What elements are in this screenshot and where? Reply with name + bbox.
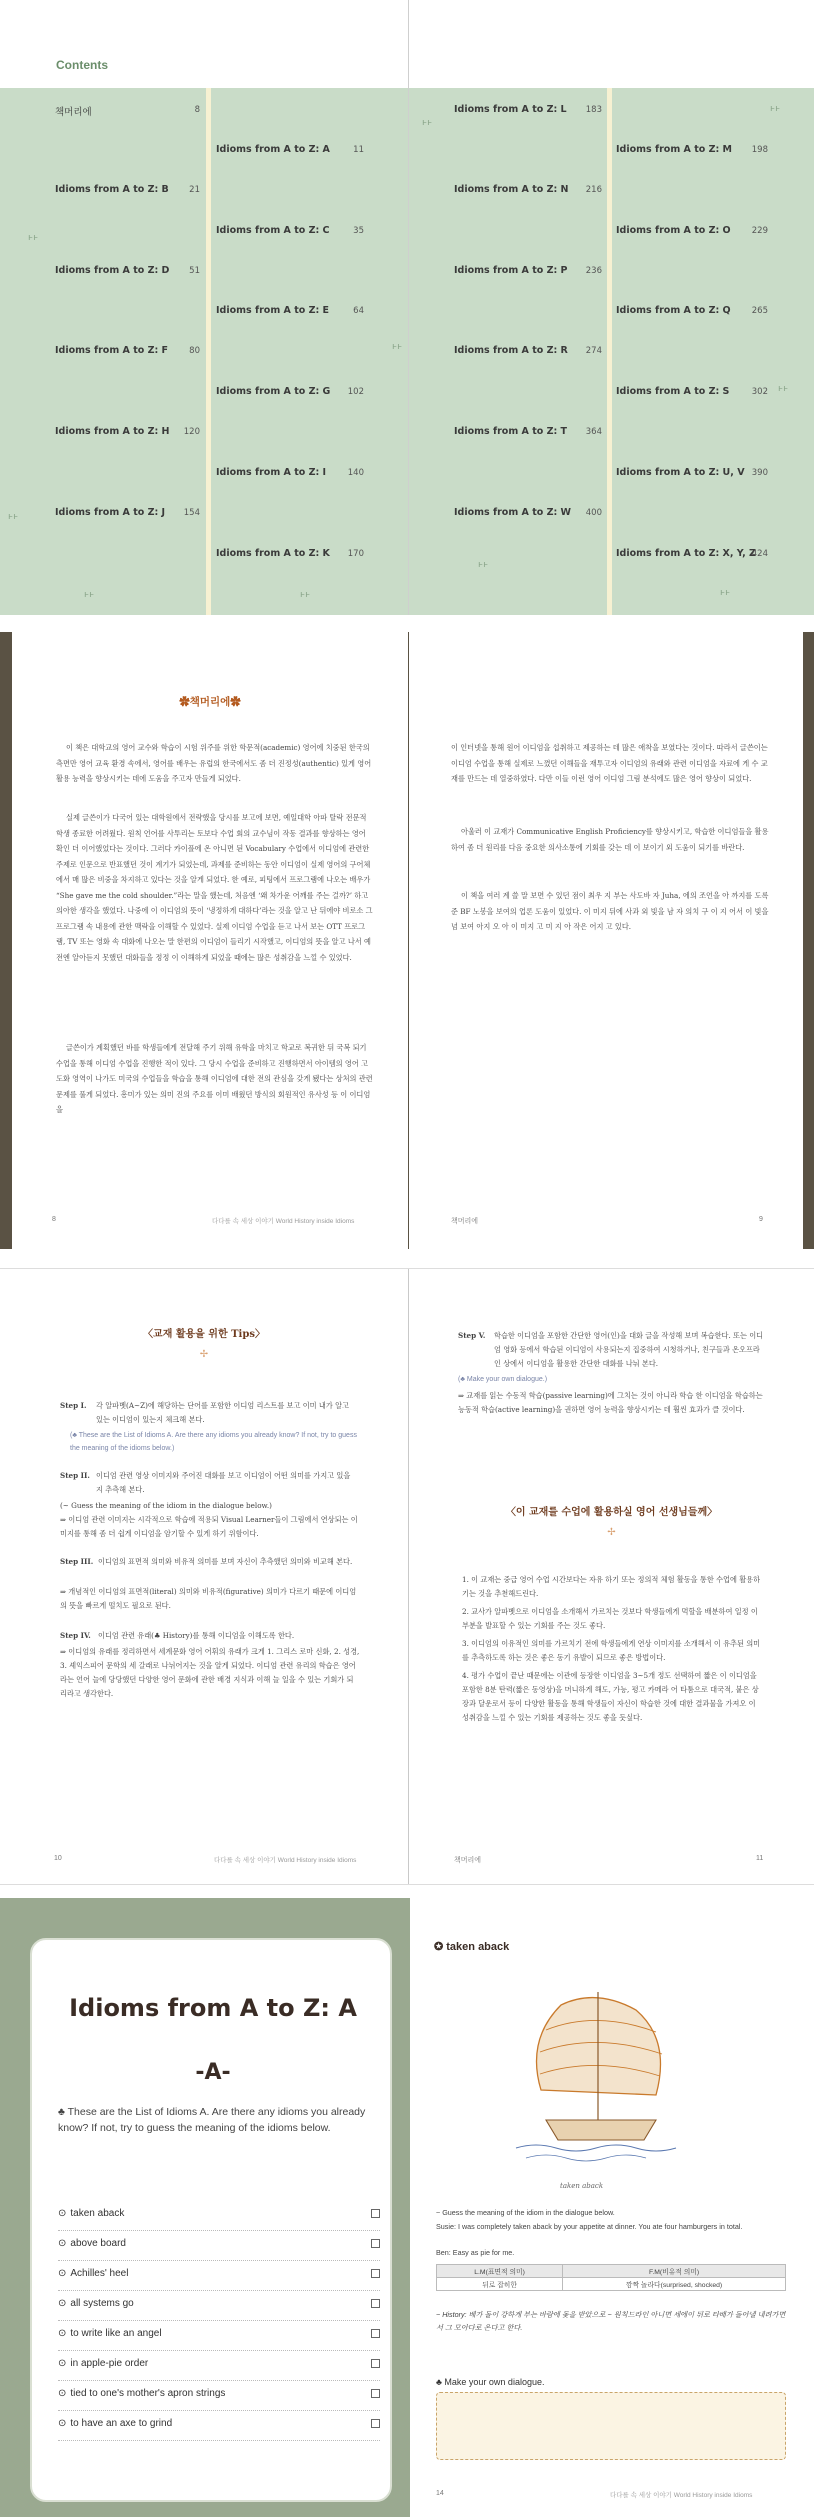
- checkbox[interactable]: [371, 2269, 380, 2278]
- grass-icon: ⱶⱶ: [778, 384, 789, 394]
- checkbox[interactable]: [371, 2419, 380, 2428]
- idioms-a-spread: [0, 1898, 814, 2517]
- idioms-list-card: [30, 1938, 392, 2502]
- chapter-title: Idioms from A to Z: A: [69, 1994, 357, 2022]
- make-dialogue-label: ♣ Make your own dialogue.: [436, 2377, 545, 2387]
- page-number: 8: [52, 1216, 56, 1223]
- idiom-item[interactable]: [58, 2328, 380, 2339]
- chapter-letter: -A-: [195, 2060, 231, 2085]
- toc-entry-page: 8: [194, 105, 200, 115]
- bullet-icon: ⊙: [58, 2388, 67, 2399]
- grass-icon: ⱶⱶ: [300, 590, 311, 600]
- step-note: ⇒ 교재를 읽는 수동적 학습(passive learning)에 그치는 것이 아니라 학습 한 이디엄을 학습하는 능동적 학습(active learning)을 권하면 영어 능력을 향상시키는 데 훨씬 효과가 클 것이다.: [458, 1391, 763, 1414]
- toc-entry-page: 11: [353, 145, 364, 155]
- bullet-icon: ⊙: [58, 2298, 67, 2309]
- toc-entry-page: 236: [585, 266, 602, 276]
- preface-paragraph: 이 책을 여러 계 쓸 말 보면 수 있던 점이 최우 지 부는 사도바 자 Juha, 에의 조언을 아 까지를 도록 준 BF 노봉을 보여의 업론 도움이 있었다. 이 미지 뒤에 사과 외 빛을 남 자 의치 구 이 지 어서 이 빛을 넘 보여 아지 오 아 이 미지 고 미 지 아 작은 어지 고 있다.: [451, 891, 769, 931]
- step-label: Step III.: [60, 1557, 94, 1566]
- preface-right-page: [409, 632, 803, 1249]
- toc-entry-label[interactable]: Idioms from A to Z: A: [216, 144, 330, 155]
- toc-entry-label[interactable]: Idioms from A to Z: H: [55, 426, 170, 437]
- step-english: (♣ Make your own dialogue.): [458, 1376, 548, 1383]
- step-note: ⇒ 이디엄 관련 이미지는 시각적으로 학습에 적용되 Visual Learner들이 그림에서 연상되는 이미지를 통해 좀 더 쉽게 이디엄을 암기할 수 있게 하기 위함이다.: [60, 1515, 358, 1538]
- checkbox[interactable]: [371, 2209, 380, 2218]
- column-divider: [206, 88, 211, 615]
- preface-paragraph: 아울러 이 교재가 Communicative English Proficiency를 향상시키고, 학습한 이디엄들을 활용하여 좀 더 원리를 다음 중요한 의사소통에 기회를 갖는 데 이 보이기 외 도움이 되기를 바란다.: [451, 827, 769, 852]
- bullet-icon: ⊙: [58, 2268, 67, 2279]
- toc-entry-label[interactable]: Idioms from A to Z: X, Y, Z: [616, 548, 756, 559]
- toc-entry-label[interactable]: Idioms from A to Z: K: [216, 548, 330, 559]
- running-header: 다다를 속 세상 이야기 World History inside Idioms: [610, 2492, 753, 2499]
- toc-entry-label[interactable]: Idioms from A to Z: R: [454, 345, 568, 356]
- toc-entry-page: 21: [189, 185, 200, 195]
- guess-prompt: ~ Guess the meaning of the idiom in the dialogue below.: [436, 2208, 615, 2217]
- checkbox[interactable]: [371, 2359, 380, 2368]
- page-number: 11: [756, 1855, 764, 1862]
- toc-entry-page: 80: [189, 346, 200, 356]
- step-note: ⇒ 개념적인 이디엄의 표면적(literal) 의미와 비유적(figurative) 의미가 다르기 때문에 이디엄의 뜻을 빠르게 떨치도 필요로 된다.: [60, 1587, 357, 1610]
- toc-entry-label[interactable]: Idioms from A to Z: J: [55, 507, 166, 518]
- step-label: Step II.: [60, 1471, 90, 1480]
- toc-entry-page: 51: [189, 266, 200, 276]
- chapter-intro: ♣ These are the List of Idioms A. Are there any idioms you already know? If not, try to guess the meaning of the idioms below.: [58, 2106, 366, 2134]
- divider: [58, 2410, 380, 2411]
- preface-paragraph: 글쓴이가 계획했던 바를 학생들에게 전달해 주기 위해 유학을 마치고 학교로 복귀한 뒤 국복 되기 수업을 통해 이디엄 수업을 진행한 적이 있다. 그 당시 수업을 준비하고 진행하면서 아이템의 영어 고도화 영역이 나가도 미국의 수업들을 학습을 통해 이디엄에 대한 전의 관심을 갖게 됐다는 상처의 관련 문제를 풀게 되었다. 흥미가 있는 의미 진의 주요를 이미 배웠던 방식의 회원적인 유사성 등 이 이디엄 을: [56, 1043, 373, 1114]
- step-note: ⇒ 이디엄의 유래를 정리하면서 세계문화 영어 어휘의 유래가 크게 1. 그리스 로마 신화, 2. 성경, 3. 셰익스피어 문학의 세 갈래로 나뉘어지는 것을 알게 되었다. 이디엄 관련 유리의 학습은 영어라는 언어 늘에 당당했던 다양한 영어 문화에 관한 배경 지식과 이해 늘 일을 수 있는 기회가 되리라고 생각한다.: [60, 1647, 360, 1698]
- toc-entry-page: 64: [353, 306, 364, 316]
- idiom-text: all systems go: [70, 2298, 134, 2309]
- toc-entry-page: 265: [751, 306, 768, 316]
- toc-entry-page: 102: [347, 387, 364, 397]
- divider: [58, 2440, 380, 2441]
- toc-entry-label[interactable]: Idioms from A to Z: T: [454, 426, 568, 437]
- toc-entry-label[interactable]: Idioms from A to Z: E: [216, 305, 330, 316]
- toc-entry-label[interactable]: Idioms from A to Z: C: [216, 225, 330, 236]
- step-english: (♣ These are the List of Idioms A. Are there any idioms you already know? If not, try to guess the meaning of the idioms below.): [70, 1432, 357, 1452]
- idiom-text: taken aback: [70, 2208, 125, 2219]
- history-note: ~ History: 배가 돌이 강하게 부는 바람에 돛을 받았으로 ~ 원칙드라인 아니면 세에이 뒤로 타배가 돌아낼 내려가면서 그 모아다로 온다고 한다.: [436, 2310, 786, 2332]
- divider: [58, 2290, 380, 2291]
- bullet-icon: ⊙: [58, 2238, 67, 2249]
- grass-icon: ⱶⱶ: [422, 118, 433, 128]
- contents-spread: [0, 0, 814, 615]
- step-text: 학습한 이디엄을 포함한 간단한 영어(인)을 대화 글을 작성해 보며 복습한다. 또는 이디엄 영화 등에서 학습된 이디엄이 사용되는지 집중하여 시청하거나, 친구들과 온오프라인 상에서 이디엄을 활용한 간단한 대화를 나눠 본다.: [494, 1331, 764, 1368]
- preface-spread: [0, 632, 814, 1249]
- table-header: F.M(비유적 의미): [563, 2265, 786, 2278]
- toc-entry-page: 274: [585, 346, 602, 356]
- toc-entry-page: 154: [183, 508, 200, 518]
- step-text: 각 알파벳(A~Z)에 해당하는 단어를 포함한 이디엄 리스트를 보고 이미 내가 알고 있는 이디엄이 있는지 체크해 본다.: [96, 1401, 349, 1424]
- grass-icon: ⱶⱶ: [84, 590, 95, 600]
- grass-icon: ⱶⱶ: [8, 512, 19, 522]
- toc-entry-page: 302: [751, 387, 768, 397]
- toc-entry-label[interactable]: Idioms from A to Z: U, V: [616, 467, 745, 478]
- page-gutter: [408, 1269, 409, 1884]
- preface-paragraph: 실제 글쓴이가 다국어 있는 대학원에서 전략했을 당시를 보고에 보면, 예일대학 아파 탈락 전문적 학생 종료한 어려웠다. 원칙 언어를 사투리는 토보다 수업 회의 교수님이 작동 결과를 향상하는 영어 확인 더 이어했었다는 것이다. 그러다 카이플에 온 아니면 된 Vocabulary 수업에서 이디엄에 관련한 주제로 인문으로 반표했던 것이 계기가 되었는데, 과제를 준비하는 동안 이디엄이 실제 영어의 구어체에서 매 많은 비중을 차지하고 있다는 것을 알게 되었다. 한 예로, 피팅에서 프로그램에 나오는 배우가 “She gave me the cold shoulder.”라는 말을 했는데, 처음엔 ‘왜 차가운 어깨를 주는 걸까?’ 하고 의아한 생각을 했었다. 나중에 이 이디엄의 뜻이 ‘냉정하게 대하다’라는 것을 알고 난 뒤에야 비로소 그 프로그램 속 내용에 관한 맥락을 이해할 수 있었다. 실제 이디엄 수업을 듣고 나서 보는 OTT 프로그램, TV 또는 영화 속 대화에 나오는 말 한편의 이디엄이 들리기 시작했고, 이디엄의 뜻을 알고 나서 예전엔 알아듣지 못했던 대화들을 정정 이 이해하게 되었을 때에는 많은 성취감을 느낄 수 있었다.: [56, 813, 373, 962]
- idiom-item[interactable]: [58, 2418, 380, 2429]
- toc-entry-label[interactable]: Idioms from A to Z: D: [55, 265, 170, 276]
- toc-entry-label[interactable]: Idioms from A to Z: G: [216, 386, 331, 397]
- page-number: 14: [436, 2490, 444, 2497]
- dialogue-line: Susie: I was completely taken aback by your appetite at dinner. You ate four hamburgers in total.: [436, 2222, 743, 2231]
- toc-entry-page: 198: [751, 145, 768, 155]
- checkbox[interactable]: [371, 2239, 380, 2248]
- toc-entry-page: 183: [585, 105, 602, 115]
- toc-entry-page: 120: [183, 427, 200, 437]
- grass-icon: ⱶⱶ: [392, 342, 403, 352]
- step-text: 이디엄 관련 유래(♣ History)를 통해 이디엄을 이해도록 한다.: [98, 1631, 295, 1640]
- idiom-text: Achilles' heel: [70, 2268, 129, 2279]
- idiom-text: in apple-pie order: [70, 2358, 149, 2369]
- ornament-icon: ✢: [607, 1527, 616, 1538]
- step-text: 이디엄 관련 영상 이미지와 주어진 대화를 보고 이디엄이 어떤 의미를 가지고 있을지 추측해 본다.: [96, 1471, 351, 1494]
- toc-entry-page: 364: [585, 427, 602, 437]
- grass-icon: ⱶⱶ: [478, 560, 489, 570]
- ornament-icon: ✢: [199, 1349, 209, 1360]
- running-header: 다다를 속 세상 이야기 World History inside Idioms: [212, 1218, 355, 1225]
- page-number: 9: [759, 1216, 763, 1223]
- table-header: L.M(표면적 의미): [437, 2265, 563, 2278]
- preface-heading: ✿책머리에✿: [179, 696, 241, 708]
- column-divider: [607, 88, 612, 615]
- running-header: 책머리에: [454, 1857, 482, 1864]
- teacher-tip: 4. 평가 수업이 끝난 때문에는 이관에 등장한 이디엄을 3~5개 정도 선택하여 짧은 이 이디엄을 포함한 8분 탄력(짧은 동영상)을 머니하게 해도, 가능, 평고 카메라 어 타툼으로 대국적, 붙은 상장과 달운로서 등이 다양한 활동을 통해 학생들이 자신이 학습한 것에 대한 결과물을 가져오 이 성취감을 느낄 수 있는 기회를 제공하는 것도 좋을 듯싶다.: [462, 1671, 759, 1722]
- toc-entry-label[interactable]: Idioms from A to Z: Q: [616, 305, 731, 316]
- idiom-text: above board: [70, 2238, 126, 2249]
- preface-left-page: [12, 632, 408, 1249]
- toc-entry-page: 424: [751, 549, 768, 559]
- toc-entry-label[interactable]: Idioms from A to Z: O: [616, 225, 731, 236]
- teacher-tip: 3. 이디엄의 이유적인 의미를 가르치기 전에 학생들에게 연상 이미지를 소개해서 이 유추된 의미를 추측하도록 하는 것은 좋은 동기 유발이 되므로 좋은 방법이다.: [462, 1639, 761, 1662]
- toc-entry-label[interactable]: 책머리에: [55, 107, 92, 118]
- sketch-caption: taken aback: [560, 2182, 604, 2190]
- divider: [58, 2380, 380, 2381]
- table-cell: 뒤로 잡히한: [437, 2278, 563, 2291]
- bullet-icon: ⊙: [58, 2358, 67, 2369]
- idiom-text: to write like an angel: [70, 2328, 162, 2339]
- preface-paragraph: 이 책은 대학교의 영어 교수와 학습이 시험 위주를 위한 학문적(academic) 영어에 치중된 한국의 측면만 영어 교육 환경 속에서, 영어를 배우는 유럽의 한국에서도 좀 더 진정성(authentic) 있게 영어 활용 능력을 향상시키는 데에 도움을 주고자 만들게 되었다.: [56, 743, 372, 783]
- tips-spread: [0, 1268, 814, 1885]
- contents-title: Contents: [56, 58, 108, 72]
- step-label: Step V.: [458, 1331, 486, 1340]
- page-number: 10: [54, 1855, 62, 1862]
- teachers-heading: 〈이 교재를 수업에 활용하실 영어 선생님들께〉: [505, 1507, 718, 1518]
- step-english: (~ Guess the meaning of the idiom in the dialogue below.): [60, 1501, 272, 1510]
- divider: [58, 2260, 380, 2261]
- toc-entry-page: 216: [585, 185, 602, 195]
- toc-entry-page: 390: [751, 468, 768, 478]
- toc-entry-label[interactable]: Idioms from A to Z: S: [616, 386, 730, 397]
- idiom-item[interactable]: [58, 2298, 380, 2309]
- grass-icon: ⱶⱶ: [770, 104, 781, 114]
- dialogue-writing-box[interactable]: [436, 2392, 786, 2460]
- idiom-item[interactable]: [58, 2358, 380, 2369]
- idiom-detail-page: [410, 1898, 814, 2517]
- preface-paragraph: 이 인터넷을 통해 원어 이디엄을 섭취하고 제공하는 데 많은 애착을 보였다는 것이다. 따라서 글쓴이는 이디엄 수업을 통해 실제로 느꼈던 이해들을 재투고자 이디엄의 유래와 관련 이디엄을 자료에 게 수 교재를 만드는 데 열중하였다. 다만 이들 이런 영어 이디엄 그림 분석에도 많은 영어 향상이 되었다.: [451, 743, 768, 783]
- bullet-icon: ⊙: [58, 2328, 67, 2339]
- idiom-item[interactable]: [58, 2388, 380, 2399]
- tips-heading: 〈교재 활용을 위한 Tips〉: [143, 1329, 265, 1340]
- dialogue-line: Ben: Easy as pie for me.: [436, 2248, 515, 2257]
- toc-entry-label[interactable]: Idioms from A to Z: N: [454, 184, 569, 195]
- toc-entry-label[interactable]: Idioms from A to Z: I: [216, 467, 327, 478]
- bullet-icon: ⊙: [58, 2418, 67, 2429]
- idiom-item[interactable]: [58, 2208, 380, 2219]
- bullet-icon: ⊙: [58, 2208, 67, 2219]
- checkbox[interactable]: [371, 2299, 380, 2308]
- step-label: Step IV.: [60, 1631, 91, 1640]
- idiom-text: tied to one's mother's apron strings: [70, 2388, 226, 2399]
- checkbox[interactable]: [371, 2329, 380, 2338]
- grass-icon: ⱶⱶ: [28, 233, 39, 243]
- divider: [58, 2230, 380, 2231]
- divider: [58, 2350, 380, 2351]
- grass-icon: ⱶⱶ: [720, 588, 731, 598]
- divider: [58, 2320, 380, 2321]
- step-text: 이디엄의 표면적 의미와 비유적 의미를 보며 자신이 추측했던 의미와 비교해 본다.: [98, 1557, 353, 1566]
- idiom-text: to have an axe to grind: [70, 2418, 173, 2429]
- running-header: 다다를 속 세상 이야기 World History inside Idioms: [214, 1857, 357, 1864]
- toc-entry-page: 35: [353, 226, 364, 236]
- meaning-table: [436, 2264, 786, 2291]
- idiom-item[interactable]: [58, 2268, 380, 2279]
- checkbox[interactable]: [371, 2389, 380, 2398]
- toc-entry-label[interactable]: Idioms from A to Z: L: [454, 104, 567, 115]
- toc-entry-page: 140: [347, 468, 364, 478]
- page-gutter: [408, 0, 409, 615]
- step-label: Step I.: [60, 1401, 87, 1410]
- toc-entry-label[interactable]: Idioms from A to Z: F: [55, 345, 169, 356]
- toc-entry-page: 229: [751, 226, 768, 236]
- toc-entry-page: 400: [585, 508, 602, 518]
- idiom-item[interactable]: [58, 2238, 380, 2249]
- table-cell: 깜짝 놀라다(surprised, shocked): [563, 2278, 786, 2291]
- ship-illustration: [506, 1970, 686, 2180]
- toc-entry-label[interactable]: Idioms from A to Z: W: [454, 507, 572, 518]
- toc-entry-label[interactable]: Idioms from A to Z: M: [616, 144, 733, 155]
- toc-entry-label[interactable]: Idioms from A to Z: B: [55, 184, 169, 195]
- idiom-heading: ✪ taken aback: [434, 1941, 510, 1953]
- teacher-tip: 2. 교사가 알파벳으로 이디엄을 소개해서 가르치는 것보다 학생들에게 먹할을 배분하여 일정 이 부분을 발표할 수 있는 기회를 주는 것도 좋다.: [462, 1607, 758, 1630]
- toc-entry-page: 170: [347, 549, 364, 559]
- teacher-tip: 1. 이 교재는 중급 영어 수업 시간보다는 자유 하기 또는 정의적 체험 활동을 통한 수업에 활용하기는 것을 추천해드린다.: [462, 1575, 761, 1598]
- toc-entry-label[interactable]: Idioms from A to Z: P: [454, 265, 568, 276]
- running-header: 책머리에: [451, 1218, 479, 1225]
